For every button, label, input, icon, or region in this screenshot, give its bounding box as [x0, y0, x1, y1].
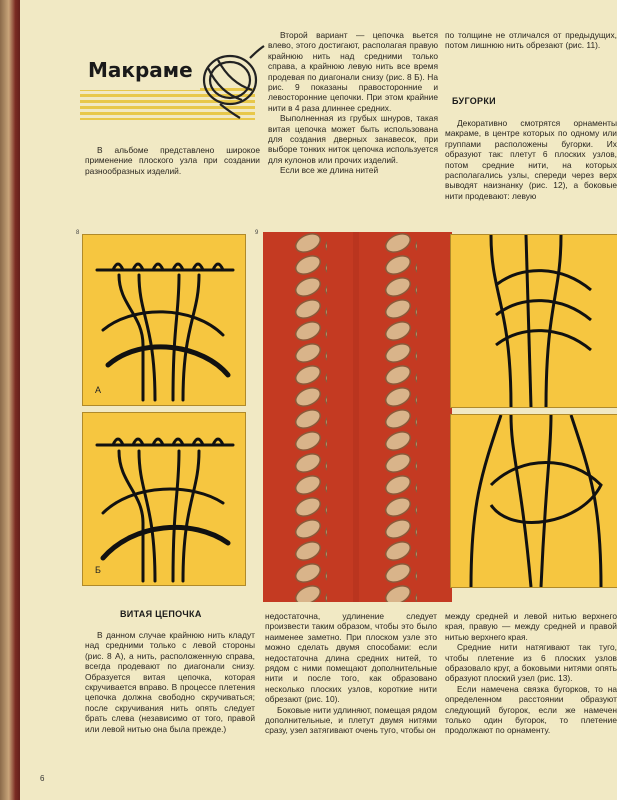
section-heading-bugorki: БУГОРКИ [452, 96, 496, 106]
paragraph: Если все же длина нитей [280, 165, 379, 176]
paragraph: Средние нити натягивают так туго, чтобы плетение из 6 плоских узлов образовало круг, а боковыми нитями опять образуют плоский узел (рис. 13). [445, 642, 617, 684]
paragraph: Второй вариант — цепочка вьется влево, этого достигают, располагая правую крайнюю нить над средними только справа, а крайнюю левую нить все время продевая по диагонали снизу (рис. 8 Б). На рис. 9 показаны правосторонние и левосторонние цепочки. При этом крайние нити в 4 раза длиннее средних. [268, 30, 438, 113]
figure-13-panel [450, 414, 617, 588]
twisted-chain-image-icon [263, 232, 452, 602]
column-3-top [445, 30, 617, 51]
section-heading-twisted-chain: ВИТАЯ ЦЕПОЧКА [120, 609, 202, 619]
knot-diagram-icon [83, 235, 245, 405]
bugorok-diagram-icon [451, 235, 617, 407]
knot-diagram-icon [83, 413, 245, 585]
paragraph: между средней и левой нитью верхнего края, правую — между средней и правой нитью верхнего края. [445, 611, 617, 642]
knot-illustration-icon [80, 38, 270, 128]
paragraph: по толщине не отличался от предыдущих, потом лишнюю нить обрезают (рис. 11). [445, 30, 617, 51]
intro-paragraph: В альбоме представлено широкое применение плоского узла при создании разнообразных изделий. [85, 145, 260, 176]
column-2-top [268, 30, 438, 176]
figure-12-panel [450, 234, 617, 408]
column-3-top-2 [445, 118, 617, 201]
paragraph: Боковые нити удлиняют, помещая рядом дополнительные, и плетут двумя нитями сразу, узел затягивают очень туго, чтобы он [265, 704, 437, 736]
column-2-bottom [265, 611, 437, 736]
figure-label-b: Б [95, 565, 101, 575]
paragraph: Декоративно смотрятся орнаменты макраме, в центре которых по одному или группами расположены бугорки. Их образуют так: плетут 6 плоских узлов, потом средние нити, на которых располагались узлы, спереди через верх выводят наизнанку (рис. 12), а боковые нити продевают: левую [445, 118, 617, 201]
bugorok-diagram-icon [451, 415, 617, 587]
figure-number-8: 8 [76, 230, 80, 236]
figure-number-9: 9 [255, 230, 259, 236]
intro-column [85, 145, 260, 176]
paragraph: В данном случае крайнюю нить кладут над средними только с левой стороны (рис. 8 А), а нить, расположенную справа, всегда продевают по диагонали снизу. Образуется витая цепочка, которая скручивается вправо. В процессе плетения цепочка должна свободно скручиваться; после скручивания нить опять следует брать слева (независимо от того, правой или левой нитью она была прежде.) [85, 630, 255, 734]
figure-label-a: А [95, 385, 102, 395]
column-1-bottom [85, 630, 255, 734]
column-3-bottom [445, 611, 617, 736]
paragraph: Если намечена связка бугорков, то на определенном расстоянии образуют следующий бугорок, если же намечен только один бугорок, то плетение продолжают по орнаменту. [445, 683, 617, 736]
twisted-chain-photo [263, 232, 452, 602]
paragraph: недостаточна, удлинение следует произвести таким образом, чтобы это было наименее заметно. При плоском узле это можно сделать двумя способами: если недостаточна длина средних нитей, то рядом с ними помещают дополнительные нити и после того, как образовано несколько плоских узлов, короткие нити обрезают (рис. 10). [265, 611, 437, 705]
title-block [80, 38, 270, 128]
figure-8a-panel [82, 234, 246, 406]
page-number: 6 [40, 774, 45, 783]
book-binding [0, 0, 22, 800]
page-title: Макраме [88, 58, 193, 82]
figure-8b-panel [82, 412, 246, 586]
magazine-page [20, 0, 617, 800]
paragraph: Выполненная из грубых шнуров, такая витая цепочка может быть использована для создания дверных занавесок, при выборе тонких ниток цепочка используется для кулонов или прочих изделий. [268, 113, 438, 165]
